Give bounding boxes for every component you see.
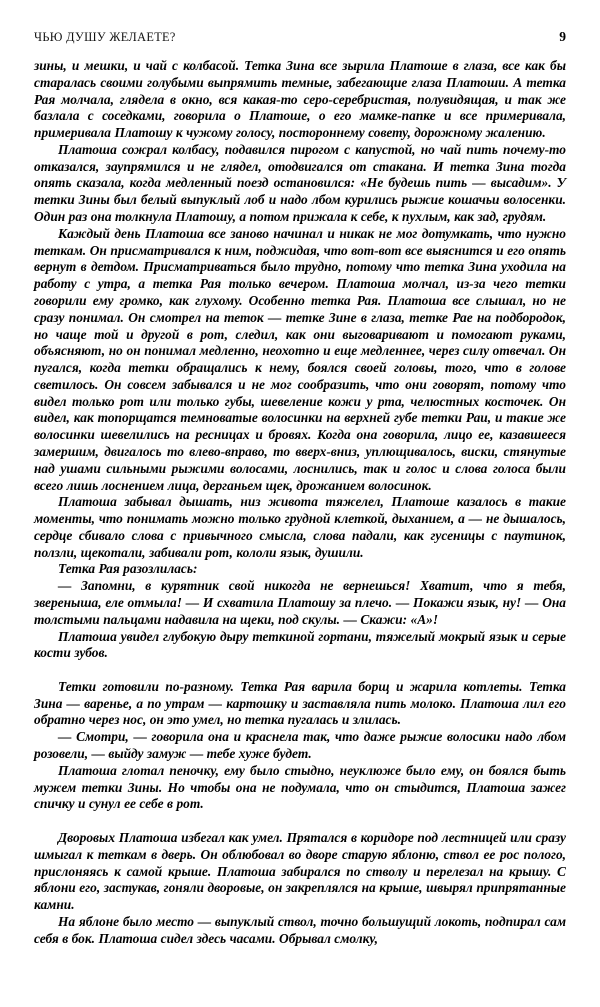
running-head-title: ЧЬЮ ДУШУ ЖЕЛАЕТЕ?	[34, 30, 176, 44]
paragraph: Платоша забывал дышать, низ живота тяжелел, Платоше казалось в такие моменты, что понимать можно только грудной клеткой, дыханием, а — не дышалось, сердце сбивало слова с привычного смысла, слова падали, как гусеницы с паутинок, ползли, щекотали, забивали рот, кололи язык, душили.	[34, 494, 566, 560]
body-text-block	[34, 58, 566, 947]
paragraph: — Запомни, в курятник свой никогда не вернешься! Хватит, что я тебя, звереныша, еле отмыла! — И схватила Платошу за плечо. — Покажи язык, ну! — Она толстыми пальцами надавила на щеки, под скулы. — Скажи: «А»!	[34, 578, 566, 627]
running-head	[34, 30, 566, 44]
paragraph: — Смотри, — говорила она и краснела так, что даже рыжие волосики надо лбом розовели, — выйду замуж — тебе хуже будет.	[34, 729, 566, 762]
paragraph: Тетка Рая разозлилась:	[58, 561, 198, 577]
paragraph: Тетки готовили по-разному. Тетка Рая варила борщ и жарила котлеты. Тетка Зина — варенье, а по утрам — картошку и заставляла пить молоко. Платоша лил его обратно через нос, он это умел, но тетка пугалась и злилась.	[34, 678, 566, 728]
paragraph: На яблоне было место — выпуклый ствол, точно большущий локоть, подпирал сам себя в бок. Платоша сидел здесь часами. Обрывал смолку,	[34, 913, 566, 946]
page-number: 9	[559, 29, 566, 44]
paragraph: Платоша увидел глубокую дыру теткиной гортани, тяжелый мокрый язык и серые кости зубов.	[34, 628, 566, 661]
paragraph: Платоша глотал пеночку, ему было стыдно, неуклюже было ему, он боялся быть мужем тетки Зины. Но чтобы она не подумала, что он стыдится, Платоша зажег спичку и сунул ее себе в рот.	[34, 762, 566, 812]
paragraph: Дворовых Платоша избегал как умел. Прятался в коридоре под лестницей или сразу шмыгал к теткам в дверь. Он облюбовал во дворе старую яблоню, ствол ее рос полого, прислоняясь к самой крыше. Платоша забирался по стволу и перелезал на крышу. С яблони его, застукав, гоняли дворовые, он закреплялся на крыше, швырял припрятанные камни.	[34, 829, 566, 913]
paragraph: зины, и мешки, и чай с колбасой. Тетка Зина все зырила Платоше в глаза, все как бы старалась своими голубыми выпрямить темные, забегающие глаза Платоши. А тетка Рая молчала, глядела в окно, вся какая-то серо-серебристая, полувидящая, и так же базлала с соседками, говорила о Платоше, о его мамке-папке и все примеривала, примеривала Платошу к чужому голосу, постороннему совету, дорожному жалению.	[34, 58, 566, 141]
paragraph: Платоша сожрал колбасу, подавился пирогом с капустой, но чай пить почему-то отказался, заупрямился и не глядел, отодвигался от стакана. И тетка Зина тогда опять сказала, когда медленный поезд остановился: «Не будешь пить — высадим». У тетки Зины был белый выпуклый лоб и надо лбом курились рыжие кошачьи волосенки. Один раз она толкнула Платошу, а потом прижала к себе, к пухлым, как зад, грудям.	[34, 141, 566, 225]
paragraph: Каждый день Платоша все заново начинал и никак не мог дотумкать, что нужно теткам. Он присматривался к ним, поджидая, что вот-вот все выяснится и его опять вернут в детдом. Присматриваться было трудно, потому что тетка Зина уходила на работу с утра, а тетка Рая только вечером. Платоша молчал, из-за чего тетки говорили ему громко, как глухому. Особенно тетка Рая. Платоша все слышал, но не сразу понимал. Он смотрел на теток — тетке Зине в глаза, тетке Рае на подбородок, но чаще той и другой в рот, следил, как они выговаривают и помогают руками, объясняют, но он понимал медленно, неохотно и еще медленнее, через силу отвечал. Он пугался, когда тетки обращались к нему, боялся своей головы, того, что в голове светилось. Он совсем забывался и не мог сообразить, что они говорят, потому что видел только рот или только губы, шевеление кожи у рта, челюстных косточек. Он видел, как топорщатся темноватые волосинки на верхней губе тетки Раи, и такие же волосинки шевелились на ресницах и бровях. Когда она говорила, лицо ее, казавшееся замершим, двигалось то влево-вправо, то вверх-вниз, уплющивалось, виски, стянутые над ушами сильными рыжими волосами, лоснились, так и голос и слова голоса были всего лишь лоснением лица, дерганьем щек, дрожанием волосинок.	[34, 225, 566, 493]
